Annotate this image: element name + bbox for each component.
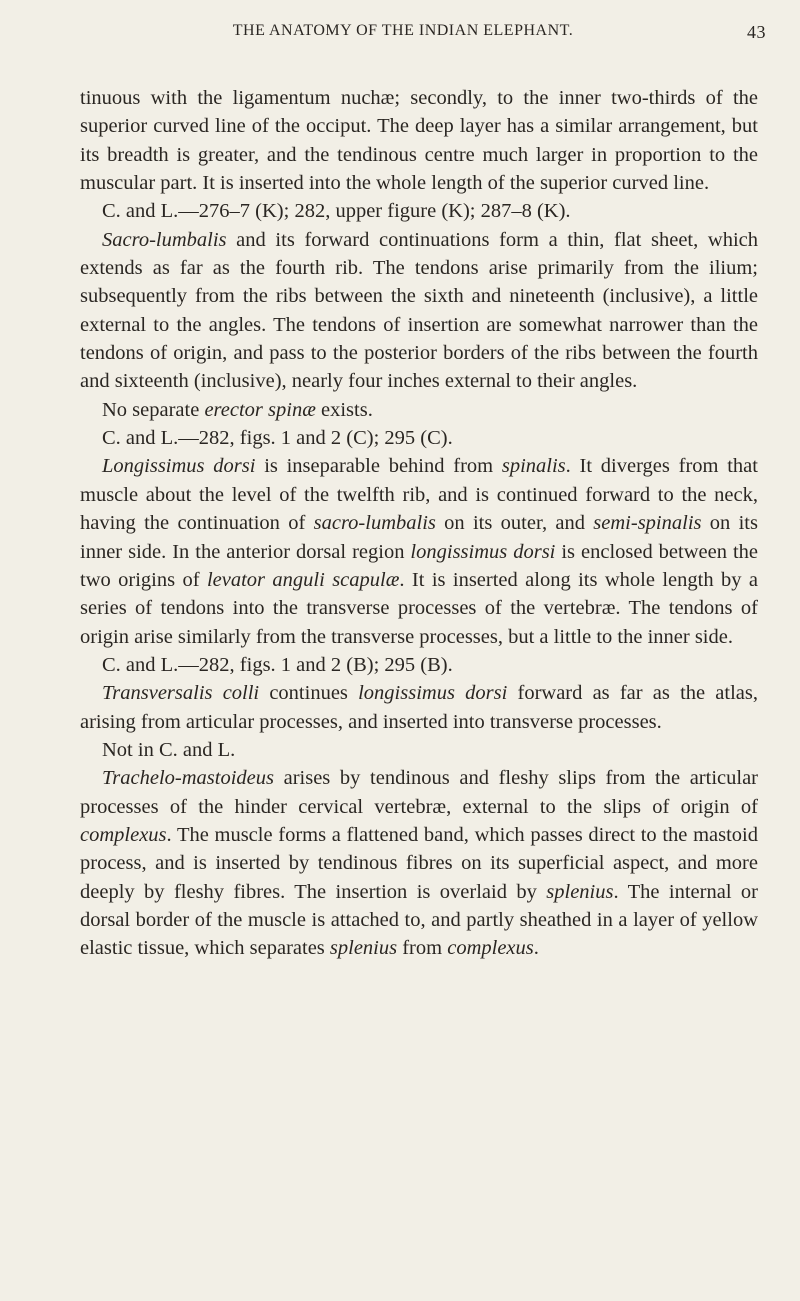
italic-term: splenius xyxy=(546,880,614,903)
text-run: continues xyxy=(259,682,359,705)
italic-term: Trachelo-mastoideus xyxy=(102,767,274,790)
italic-term: complexus xyxy=(80,823,167,846)
text-run: . xyxy=(533,937,539,960)
paragraph xyxy=(80,226,758,396)
italic-term: sacro-lumbalis xyxy=(313,512,436,535)
italic-term: longissimus dorsi xyxy=(358,682,508,705)
text-run: exists. xyxy=(315,398,373,421)
text-run: Not in C. and L. xyxy=(102,738,236,761)
text-run: on its inner side. In the anterior dorsal region xyxy=(80,512,758,563)
text-run: arises by tendinous and fleshy slips from the articular processes of the hinder cervical vertebræ, external to the slips of origin of xyxy=(80,767,758,818)
text-run: C. and L.—282, figs. 1 and 2 (B); 295 (B). xyxy=(102,653,453,676)
paragraph xyxy=(80,452,758,650)
italic-term: Sacro-lumbalis xyxy=(102,228,227,251)
paragraph xyxy=(80,396,758,424)
body-text xyxy=(80,84,758,963)
paragraph xyxy=(80,736,758,764)
paragraph xyxy=(80,764,758,962)
text-run: . The internal or dorsal border of the muscle is attached to, and partly sheathed in a layer of yellow elastic tissue, which separates xyxy=(80,880,758,960)
text-run: . The muscle forms a flattened band, which passes direct to the mastoid process, and is inserted by tendinous fibres on its superficial aspect, and more deeply by fleshy fibres. The insertion is overlaid by xyxy=(80,823,758,903)
text-run: is enclosed between the two origins of xyxy=(80,540,758,591)
text-run: is inseparable behind from xyxy=(255,455,502,478)
italic-term: Longissimus dorsi xyxy=(102,455,256,478)
text-run: on its outer, and xyxy=(435,512,594,535)
text-run: forward as far as the atlas, arising from articular processes, and inserted into transverse processes. xyxy=(80,682,759,733)
italic-term: erector spinæ xyxy=(204,398,316,421)
italic-term: spinalis xyxy=(501,455,566,478)
italic-term: complexus xyxy=(447,937,534,960)
paragraph xyxy=(80,651,758,679)
paragraph xyxy=(80,424,758,452)
italic-term: Transversalis colli xyxy=(102,682,260,705)
text-run: C. and L.—276–7 (K); 282, upper figure (K); 287–8 (K). xyxy=(102,200,571,223)
text-run: tinuous with the ligamentum nuchæ; secondly, to the inner two-thirds of the superior curved line of the occiput. The deep layer has a similar arrangement, but its breadth is greater, and the tendinous centre much larger in proportion to the muscular part. It is inserted into the whole length of the superior curved line. xyxy=(80,87,758,195)
running-title: THE ANATOMY OF THE INDIAN ELEPHANT. xyxy=(232,22,574,39)
paragraph xyxy=(80,84,758,197)
italic-term: semi-spinalis xyxy=(593,512,702,535)
text-run: . It is inserted along its whole length by a series of tendons into the transverse processes of the vertebræ. The tendons of origin arise similarly from the transverse processes, but a little to the inner side. xyxy=(80,568,758,648)
text-run: No separate xyxy=(102,398,205,421)
text-run: from xyxy=(397,937,448,960)
italic-term: longissimus dorsi xyxy=(410,540,556,563)
paragraph xyxy=(80,197,758,225)
italic-term: levator anguli scapulæ xyxy=(206,568,400,591)
text-run: and its forward continuations form a thin, flat sheet, which extends as far as the fourth rib. The tendons arise primarily from the ilium; subsequently from the ribs between the sixth and nineteenth (inclusive), a little external to the angles. The tendons of insertion are somewhat narrower than the tendons of origin, and pass to the posterior borders of the ribs between the fourth and sixteenth (inclusive), nearly four inches external to their angles. xyxy=(80,228,758,393)
text-run: C. and L.—282, figs. 1 and 2 (C); 295 (C). xyxy=(102,427,453,450)
running-head xyxy=(78,22,766,50)
page-number: 43 xyxy=(747,22,766,42)
text-run: . It diverges from that muscle about the level of the twelfth rib, and is continued forward to the neck, having the continuation of xyxy=(80,455,758,535)
paragraph xyxy=(80,679,758,736)
italic-term: splenius xyxy=(329,937,398,960)
